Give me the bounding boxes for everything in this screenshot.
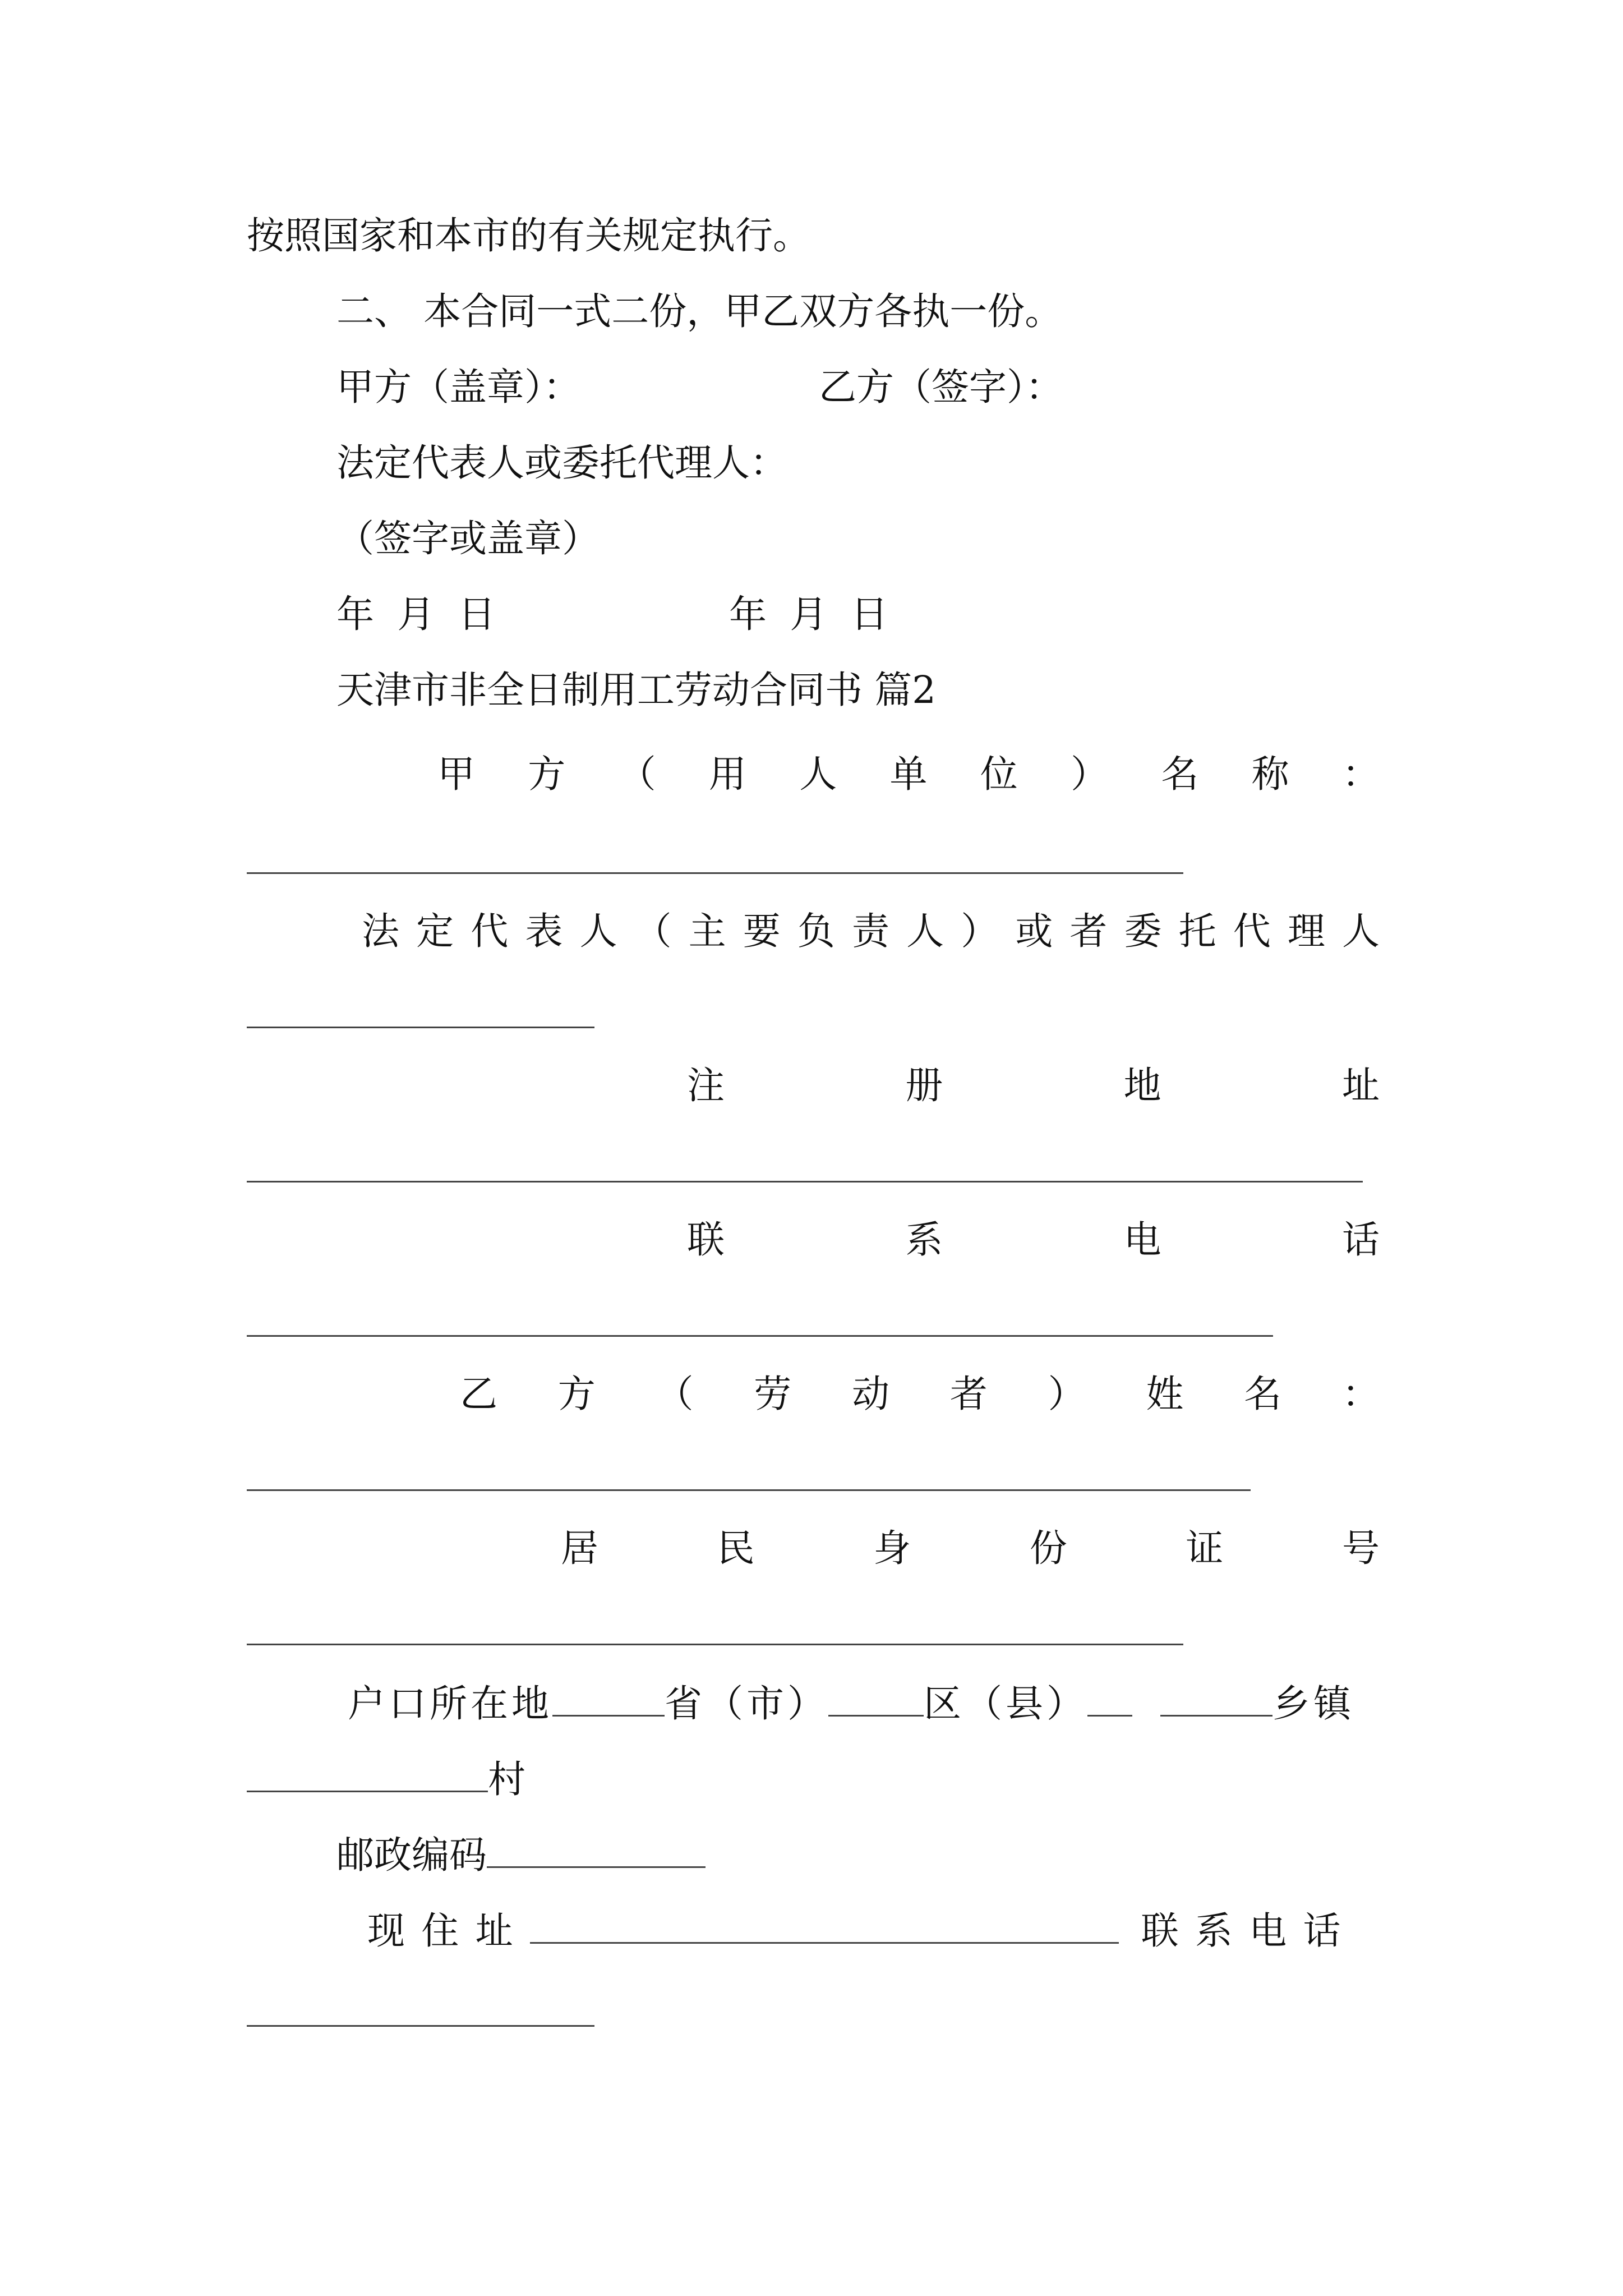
char: 法: [362, 909, 399, 953]
party-a-phone-label: [687, 1217, 1380, 1262]
char: 表: [525, 909, 563, 953]
party-a-name-label: [437, 752, 1380, 797]
party-b-sign-label: 乙方（签字）：: [819, 365, 1063, 409]
legal-rep-label: [362, 909, 1380, 954]
province-label: 省（市）: [665, 1682, 828, 1726]
fill-blank: [552, 1680, 665, 1717]
text-line: 按照国家和本市的有关规定执行。: [247, 214, 810, 257]
char: 册: [905, 1064, 943, 1107]
fill-blank: [247, 1756, 488, 1792]
char: 要: [743, 909, 781, 953]
section-title: 天津市非全日制用工劳动合同书 篇2: [336, 668, 936, 712]
char: ：: [1341, 1372, 1380, 1416]
postal-row: [336, 1832, 706, 1878]
char: 主: [688, 909, 726, 953]
char: 代: [471, 909, 509, 953]
char: 或: [1015, 909, 1053, 953]
fill-blank: [247, 1181, 1363, 1182]
char: 份: [1029, 1526, 1067, 1570]
char: 电: [1123, 1218, 1161, 1262]
char: 用: [708, 752, 746, 796]
reg-address-label: [687, 1063, 1380, 1108]
char: 地: [1123, 1064, 1161, 1107]
char: ：: [1341, 752, 1380, 796]
char: ）: [1071, 752, 1109, 796]
char: 注: [687, 1064, 725, 1107]
char: 名: [1161, 752, 1199, 796]
fill-blank: [247, 1027, 594, 1028]
char: 劳: [754, 1372, 792, 1416]
party-b-name-label: [460, 1372, 1380, 1416]
fill-blank: [487, 1832, 706, 1868]
char: 人: [579, 909, 617, 953]
char: 方: [528, 752, 566, 796]
char: 委: [1124, 909, 1162, 953]
char: 者: [949, 1372, 988, 1416]
current-address-row: [367, 1907, 1341, 1953]
village-label: 村: [488, 1757, 525, 1801]
village-row: [247, 1756, 525, 1802]
text-line: 二、 本合同一式二份，甲乙双方各执一份。: [336, 289, 1063, 333]
party-a-seal-label: 甲方（盖章）：: [336, 365, 581, 409]
date-a: 年 月 日: [336, 592, 496, 636]
date-b: 年 月 日: [729, 592, 888, 636]
char: 证: [1186, 1526, 1224, 1570]
fill-blank: [1087, 1680, 1132, 1717]
postal-label: 邮政编码: [336, 1833, 487, 1877]
char: 乙: [460, 1372, 497, 1416]
char: 负: [797, 909, 835, 953]
district-label: 区（县）: [924, 1682, 1087, 1726]
char: 联: [687, 1218, 725, 1262]
char: 身: [873, 1526, 911, 1570]
char: 话: [1341, 1218, 1380, 1262]
text-line: （签字或盖章）: [336, 517, 600, 560]
fill-blank: [247, 2025, 594, 2027]
fill-blank: [247, 1335, 1273, 1337]
char: 定: [416, 909, 454, 953]
text-line: 法定代表人或委托代理人：: [336, 441, 787, 485]
current-address-label: 现 住 址: [367, 1909, 513, 1953]
char: 址: [1341, 1064, 1380, 1107]
fill-blank: [530, 1907, 1119, 1944]
char: 单: [889, 752, 928, 796]
char: 甲: [437, 752, 475, 796]
char: 者: [1069, 909, 1108, 953]
char: 托: [1178, 909, 1216, 953]
char: （: [618, 752, 656, 796]
char: 动: [852, 1372, 890, 1416]
char: 方: [557, 1372, 596, 1416]
town-label: 乡镇: [1272, 1682, 1354, 1726]
char: 民: [717, 1526, 755, 1570]
hukou-label: 户口所在地: [348, 1682, 552, 1726]
party-b-phone-label: 联 系 电 话: [1141, 1909, 1341, 1953]
fill-blank: [828, 1680, 924, 1717]
char: 系: [905, 1218, 943, 1262]
char: 责: [851, 909, 889, 953]
char: 人: [799, 752, 837, 796]
char: 姓: [1146, 1372, 1184, 1416]
char: （: [656, 1372, 694, 1416]
char: 居: [561, 1526, 598, 1570]
fill-blank: [1160, 1680, 1272, 1717]
hukou-row: [348, 1680, 1354, 1726]
char: 代: [1233, 909, 1271, 953]
char: （: [634, 909, 672, 953]
fill-blank: [247, 1644, 1183, 1645]
char: ）: [1048, 1372, 1086, 1416]
fill-blank: [247, 872, 1183, 874]
char: 人: [906, 909, 944, 953]
char: 位: [980, 752, 1018, 796]
char: 称: [1251, 752, 1289, 796]
char: ）: [961, 909, 999, 953]
char: 人: [1341, 909, 1380, 953]
char: 名: [1244, 1372, 1282, 1416]
char: 号: [1341, 1526, 1380, 1570]
id-number-label: [561, 1526, 1380, 1571]
fill-blank: [247, 1489, 1251, 1491]
char: 理: [1287, 909, 1325, 953]
